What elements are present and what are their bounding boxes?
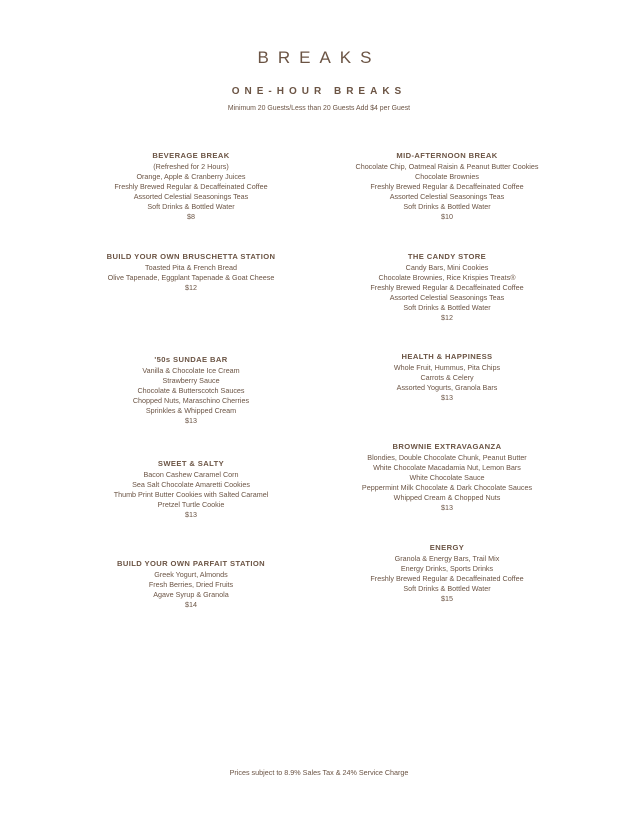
- block-line: Chopped Nuts, Maraschino Cherries: [132, 396, 250, 405]
- page-title: BREAKS: [257, 48, 381, 67]
- block-heading: BEVERAGE BREAK: [152, 151, 230, 160]
- block-price: $8: [187, 212, 195, 221]
- block-line: Soft Drinks & Bottled Water: [147, 202, 235, 211]
- block-price: $12: [185, 283, 197, 292]
- block-heading: BUILD YOUR OWN PARFAIT STATION: [116, 559, 266, 568]
- block-line: Carrots & Celery: [420, 373, 474, 382]
- beverage-break-block: [86, 151, 296, 222]
- block-line: Agave Syrup & Granola: [153, 590, 229, 599]
- block-line: Fresh Berries, Dried Fruits: [148, 580, 234, 589]
- block-price: $15: [441, 594, 453, 603]
- bruschetta-station-block: [86, 252, 296, 293]
- section-subtitle: ONE-HOUR BREAKS: [231, 86, 407, 97]
- energy-block: [342, 543, 552, 604]
- block-heading: MID-AFTERNOON BREAK: [396, 151, 498, 160]
- brownie-extravaganza-block: [342, 442, 552, 513]
- block-price: $12: [441, 313, 453, 322]
- block-price: $13: [185, 510, 197, 519]
- block-line: Freshly Brewed Regular & Decaffeinated Coffee: [370, 283, 524, 292]
- block-heading: BROWNIE EXTRAVAGANZA: [392, 442, 502, 451]
- block-line: Blondies, Double Chocolate Chunk, Peanut Butter: [367, 453, 527, 462]
- block-heading: HEALTH & HAPPINESS: [401, 352, 493, 361]
- block-line: Strawberry Sauce: [162, 376, 220, 385]
- block-line: Soft Drinks & Bottled Water: [403, 303, 491, 312]
- block-price: $13: [441, 393, 453, 402]
- pricing-footer: Prices subject to 8.9% Sales Tax & 24% Service Charge: [229, 768, 409, 777]
- block-heading: '50s SUNDAE BAR: [154, 355, 228, 364]
- block-price: $10: [441, 212, 453, 221]
- block-price: $14: [185, 600, 197, 609]
- candy-store-block: [342, 252, 552, 323]
- block-line: Whipped Cream & Chopped Nuts: [393, 493, 501, 502]
- block-line: Olive Tapenade, Eggplant Tapenade & Goat Cheese: [107, 273, 275, 282]
- block-line: Orange, Apple & Cranberry Juices: [136, 172, 246, 181]
- block-line: Soft Drinks & Bottled Water: [403, 584, 491, 593]
- block-heading: SWEET & SALTY: [157, 459, 225, 468]
- block-line: Freshly Brewed Regular & Decaffeinated Coffee: [114, 182, 268, 191]
- block-line: Assorted Celestial Seasonings Teas: [133, 192, 249, 201]
- block-line: Pretzel Turtle Cookie: [157, 500, 225, 509]
- block-price: $13: [441, 503, 453, 512]
- block-line: Greek Yogurt, Almonds: [154, 570, 228, 579]
- block-line: Granola & Energy Bars, Trail Mix: [394, 554, 500, 563]
- block-line: Candy Bars, Mini Cookies: [405, 263, 489, 272]
- block-line: Whole Fruit, Hummus, Pita Chips: [393, 363, 501, 372]
- block-line: Toasted Pita & French Bread: [145, 263, 237, 272]
- parfait-station-block: [86, 559, 296, 610]
- block-line: Chocolate & Butterscotch Sauces: [137, 386, 245, 395]
- health-happiness-block: [342, 352, 552, 403]
- block-line: Chocolate Brownies: [415, 172, 479, 181]
- block-line: Bacon Cashew Caramel Corn: [143, 470, 239, 479]
- block-line: Peppermint Milk Chocolate & Dark Chocolate Sauces: [361, 483, 533, 492]
- mid-afternoon-break-block: [342, 151, 552, 222]
- block-heading: THE CANDY STORE: [407, 252, 487, 261]
- sweet-salty-block: [86, 459, 296, 520]
- block-line: Sea Salt Chocolate Amaretti Cookies: [132, 480, 250, 489]
- block-line: White Chocolate Macadamia Nut, Lemon Bars: [373, 463, 521, 472]
- minimum-guests-note: Minimum 20 Guests/Less than 20 Guests Add $4 per Guest: [227, 103, 411, 112]
- sundae-bar-block: [86, 355, 296, 426]
- block-heading: ENERGY: [429, 543, 465, 552]
- block-price: $13: [185, 416, 197, 425]
- block-line: Freshly Brewed Regular & Decaffeinated Coffee: [370, 182, 524, 191]
- block-line: (Refreshed for 2 Hours): [153, 162, 229, 171]
- block-line: Soft Drinks & Bottled Water: [403, 202, 491, 211]
- block-line: White Chocolate Sauce: [409, 473, 485, 482]
- block-line: Energy Drinks, Sports Drinks: [400, 564, 494, 573]
- block-line: Freshly Brewed Regular & Decaffeinated Coffee: [370, 574, 524, 583]
- block-heading: BUILD YOUR OWN BRUSCHETTA STATION: [106, 252, 276, 261]
- block-line: Chocolate Chip, Oatmeal Raisin & Peanut Butter Cookies: [355, 162, 539, 171]
- block-line: Assorted Celestial Seasonings Teas: [389, 293, 505, 302]
- block-line: Vanilla & Chocolate Ice Cream: [142, 366, 240, 375]
- block-line: Assorted Yogurts, Granola Bars: [396, 383, 498, 392]
- block-line: Thumb Print Butter Cookies with Salted Caramel: [113, 490, 269, 499]
- block-line: Assorted Celestial Seasonings Teas: [389, 192, 505, 201]
- block-line: Sprinkles & Whipped Cream: [145, 406, 237, 415]
- block-line: Chocolate Brownies, Rice Krispies Treats®: [378, 273, 516, 282]
